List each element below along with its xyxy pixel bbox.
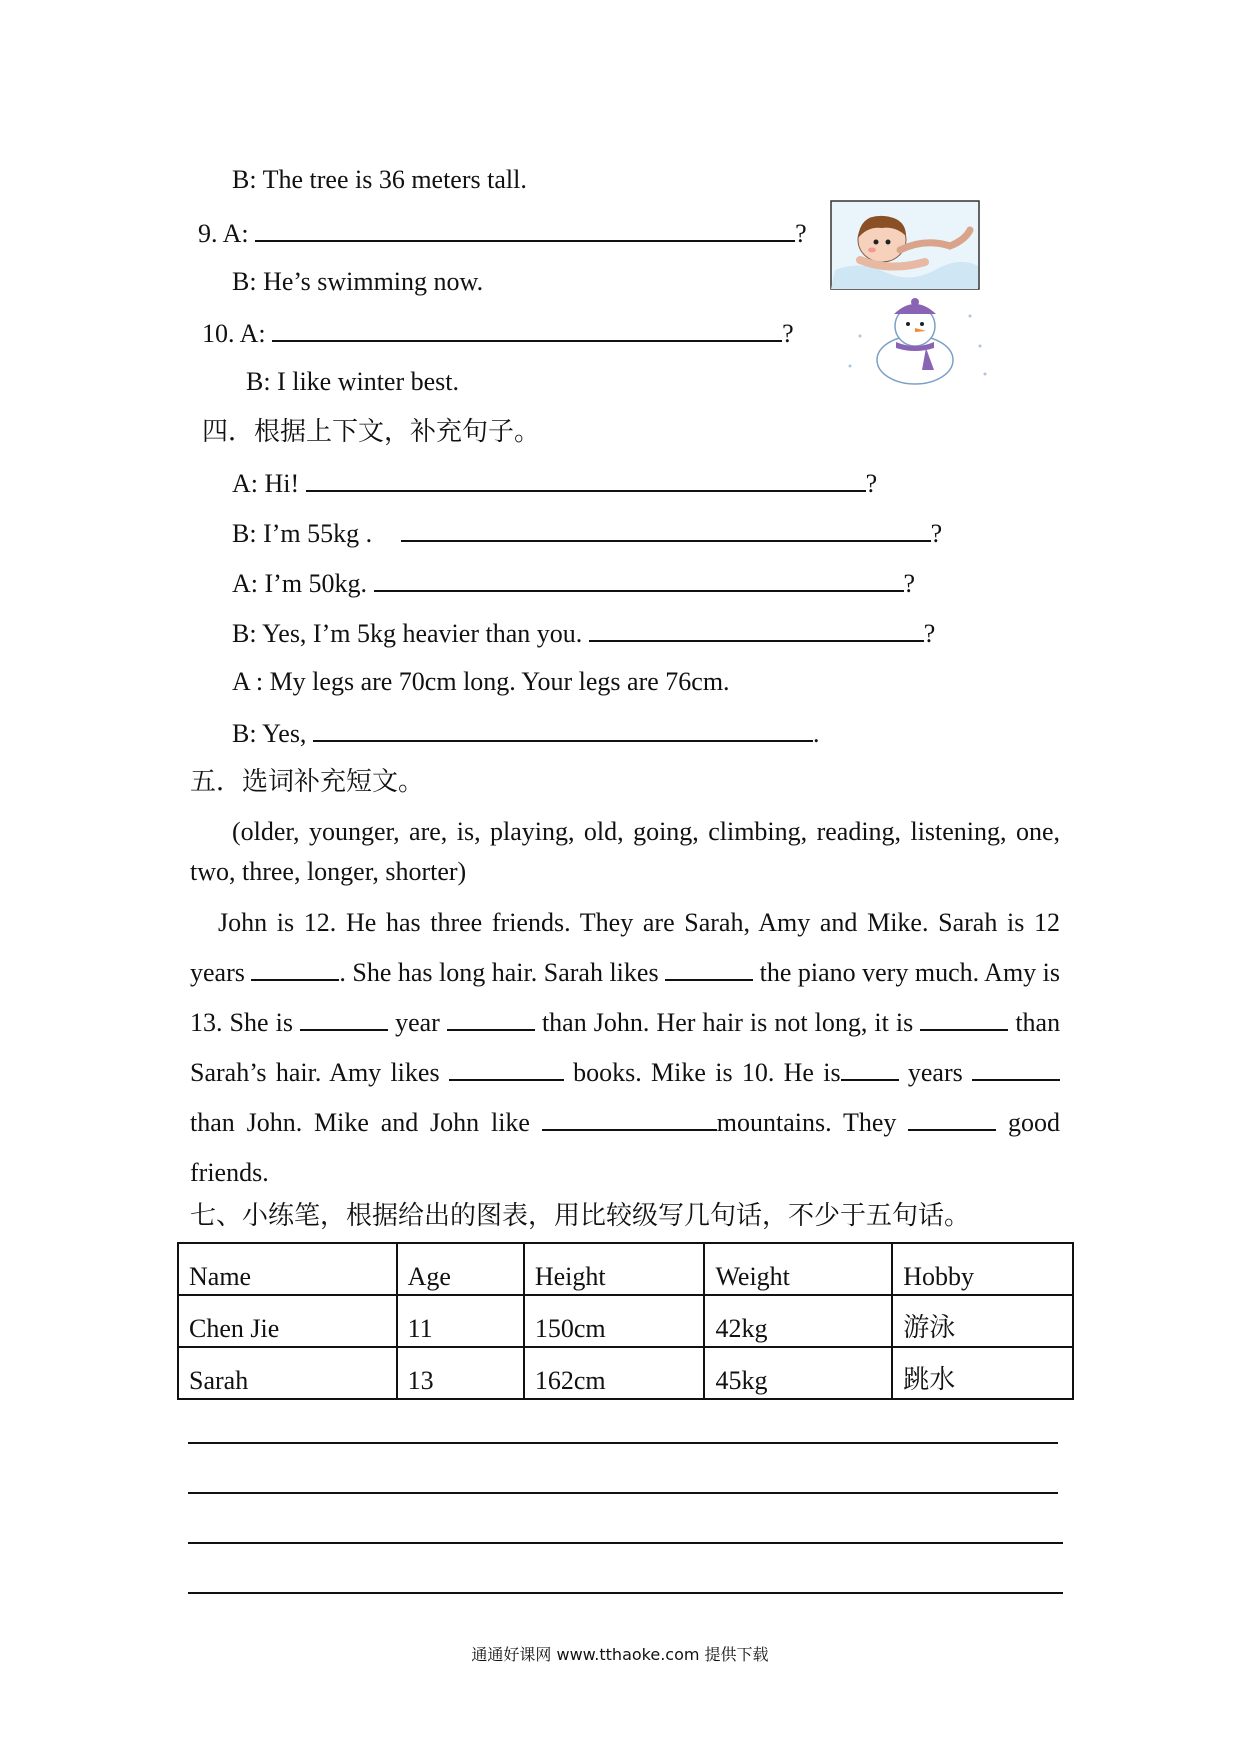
cloze-blank-4[interactable] (447, 1009, 535, 1031)
word-bank: (older, younger, are, is, playing, old, going, climbing, reading, listening, one, two, three, longer, shorter) (190, 817, 1060, 886)
passage-text-1: John is 12. He has three friends. They are Sarah, Amy and Mike. Sarah is 12 years (190, 908, 1060, 987)
writing-line-3[interactable] (188, 1542, 1063, 1544)
q10-label: 10. A: (202, 319, 266, 348)
q9-answer-b: B: He’s swimming now. (232, 267, 484, 296)
passage-text-8: years (907, 1058, 963, 1087)
section-4-title: 四．根据上下文，补充句子。 (202, 417, 541, 447)
table-header-row (178, 1243, 1073, 1295)
page-footer: 通通好课网 www.tthaoke.com 提供下载 (471, 1645, 769, 1664)
s4-line-6-end: . (812, 719, 820, 748)
s4-line-1-end: ? (865, 469, 878, 498)
table-header-cell: Height (524, 1243, 705, 1295)
table-cell: 11 (397, 1295, 524, 1347)
s4-line-3-end: ? (903, 569, 916, 598)
s4-line-3-blank[interactable] (374, 566, 904, 592)
table-header-cell: Name (178, 1243, 397, 1295)
q8-answer-b: B: The tree is 36 meters tall. (232, 165, 527, 194)
table-cell: 13 (397, 1347, 524, 1399)
s4-line-4-blank[interactable] (589, 616, 924, 642)
s4-line-6-blank[interactable] (313, 716, 813, 742)
section-5-title: 五．选词补充短文。 (190, 767, 425, 797)
writing-line-1[interactable] (188, 1442, 1058, 1444)
passage-text-6: than Sarah’s hair. Amy likes (190, 1008, 1061, 1087)
cloze-blank-5[interactable] (920, 1009, 1008, 1031)
s4-line-6-text: B: Yes, (232, 719, 307, 748)
snowman-image (830, 296, 1000, 386)
table-cell: 游泳 (892, 1295, 1073, 1347)
info-table (177, 1242, 1074, 1400)
table-cell: Chen Jie (178, 1295, 397, 1347)
cloze-blank-9[interactable] (542, 1109, 717, 1131)
cloze-blank-2[interactable] (665, 959, 753, 981)
q10-answer-b: B: I like winter best. (246, 367, 460, 396)
s4-line-3-text: A: I’m 50kg. (232, 569, 368, 598)
table-header-cell: Weight (704, 1243, 892, 1295)
passage-text-10: mountains. They (716, 1108, 897, 1137)
passage-text-5: than John. Her hair is not long, it is (541, 1008, 914, 1037)
s4-line-2 (232, 516, 942, 550)
q9-question-a (198, 216, 807, 250)
passage-text-3: the piano very much. Amy is 13. She is (190, 958, 1061, 1037)
s4-line-2-blank[interactable] (401, 516, 931, 542)
cloze-blank-8[interactable] (972, 1059, 1060, 1081)
q10-question-mark: ? (782, 319, 794, 348)
s4-line-1-text: A: Hi! (232, 469, 300, 498)
cloze-passage (190, 898, 1060, 1198)
s4-line-3 (232, 566, 915, 600)
q10-question-a (202, 316, 794, 350)
writing-line-4[interactable] (188, 1592, 1063, 1594)
q9-answer-blank[interactable] (255, 216, 795, 242)
s4-line-1 (232, 466, 877, 500)
q9-label: 9. A: (198, 219, 249, 248)
q10-answer-blank[interactable] (272, 316, 782, 342)
table-cell: 45kg (704, 1347, 892, 1399)
table-cell: 42kg (704, 1295, 892, 1347)
s4-line-2-end: ? (930, 519, 943, 548)
table-row (178, 1347, 1073, 1399)
cloze-blank-6[interactable] (449, 1059, 564, 1081)
s4-line-5: A : My legs are 70cm long. Your legs are 76cm. (232, 667, 730, 696)
s4-line-6 (232, 716, 819, 750)
s4-line-1-blank[interactable] (306, 466, 866, 492)
section-7-title: 七、小练笔，根据给出的图表，用比较级写几句话，不少于五句话。 (190, 1201, 971, 1231)
passage-text-9: than John. Mike and John like (190, 1108, 530, 1137)
swimming-boy-image (830, 200, 980, 290)
passage-text-4: year (395, 1008, 440, 1037)
writing-line-2[interactable] (188, 1492, 1058, 1494)
table-cell: 150cm (524, 1295, 705, 1347)
q9-question-mark: ? (795, 219, 807, 248)
cloze-blank-1[interactable] (251, 959, 339, 981)
passage-text-11: good friends. (190, 1108, 1060, 1187)
passage-text-7: books. Mike is 10. He is (573, 1058, 841, 1087)
cloze-blank-10[interactable] (908, 1109, 996, 1131)
cloze-blank-7[interactable] (841, 1059, 899, 1081)
passage-text-2: . She has long hair. Sarah likes (339, 958, 659, 987)
table-cell: 162cm (524, 1347, 705, 1399)
table-header-cell: Hobby (892, 1243, 1073, 1295)
s4-line-2-text: B: I’m 55kg . (232, 519, 373, 548)
table-cell: Sarah (178, 1347, 397, 1399)
s4-line-4 (232, 616, 935, 650)
table-row (178, 1295, 1073, 1347)
table-cell: 跳水 (892, 1347, 1073, 1399)
cloze-blank-3[interactable] (300, 1009, 388, 1031)
table-header-cell: Age (397, 1243, 524, 1295)
s4-line-4-text: B: Yes, I’m 5kg heavier than you. (232, 619, 583, 648)
s4-line-4-end: ? (923, 619, 936, 648)
